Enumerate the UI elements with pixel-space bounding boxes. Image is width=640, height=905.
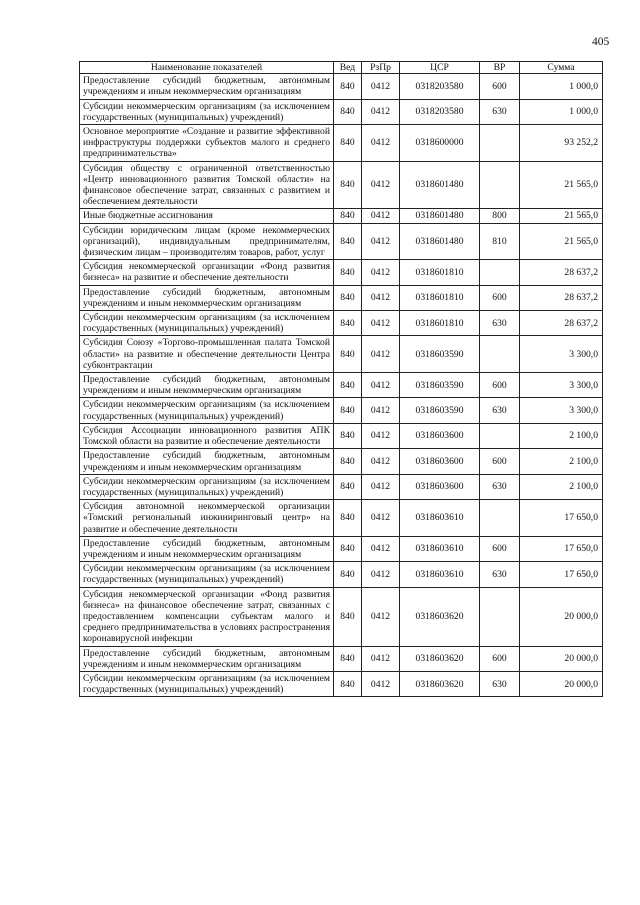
- row-vr-cell: [480, 423, 520, 448]
- row-rzpr-cell: 0412: [362, 74, 400, 99]
- row-vr-cell: 630: [480, 398, 520, 423]
- row-ved-cell: 840: [334, 423, 362, 448]
- row-sum-cell: 3 300,0: [520, 398, 603, 423]
- row-name-cell: Субсидия Союзу «Торгово-промышленная палата Томской области» на развитие и обеспечение деятельности Центра субконтрактации: [80, 336, 334, 373]
- row-csr-cell: 0318600000: [400, 125, 480, 162]
- row-name-cell: Субсидия автономной некоммерческой организации «Томский региональный инжиниринговый центр» на развитие и обеспечение деятельности: [80, 500, 334, 537]
- row-ved-cell: 840: [334, 74, 362, 99]
- table-row: [80, 587, 603, 646]
- row-vr-cell: [480, 336, 520, 373]
- row-vr-cell: 630: [480, 99, 520, 124]
- row-csr-cell: 0318601480: [400, 161, 480, 209]
- row-name-cell: Предоставление субсидий бюджетным, автономным учреждениям и иным некоммерческим организациям: [80, 285, 334, 310]
- row-rzpr-cell: 0412: [362, 423, 400, 448]
- row-sum-cell: 17 650,0: [520, 562, 603, 587]
- row-csr-cell: 0318603610: [400, 536, 480, 561]
- table-row: [80, 260, 603, 285]
- row-ved-cell: 840: [334, 285, 362, 310]
- row-ved-cell: 840: [334, 311, 362, 336]
- table-row: [80, 336, 603, 373]
- row-sum-cell: 3 300,0: [520, 336, 603, 373]
- row-ved-cell: 840: [334, 260, 362, 285]
- row-vr-cell: 630: [480, 474, 520, 499]
- row-csr-cell: 0318601810: [400, 285, 480, 310]
- row-csr-cell: 0318601810: [400, 260, 480, 285]
- table-row: [80, 373, 603, 398]
- row-rzpr-cell: 0412: [362, 398, 400, 423]
- row-ved-cell: 840: [334, 398, 362, 423]
- row-sum-cell: 21 565,0: [520, 223, 603, 260]
- row-csr-cell: 0318601810: [400, 311, 480, 336]
- row-name-cell: Субсидии некоммерческим организациям (за исключением государственных (муниципальных) учреждений): [80, 398, 334, 423]
- table-row: [80, 646, 603, 671]
- row-vr-cell: 600: [480, 646, 520, 671]
- row-csr-cell: 0318603590: [400, 336, 480, 373]
- table-row: [80, 285, 603, 310]
- row-vr-cell: 800: [480, 209, 520, 223]
- row-name-cell: Иные бюджетные ассигнования: [80, 209, 334, 223]
- row-csr-cell: 0318603590: [400, 373, 480, 398]
- row-vr-cell: 630: [480, 311, 520, 336]
- row-sum-cell: 21 565,0: [520, 161, 603, 209]
- table-row: [80, 536, 603, 561]
- row-sum-cell: 20 000,0: [520, 587, 603, 646]
- row-ved-cell: 840: [334, 209, 362, 223]
- table-row: [80, 209, 603, 223]
- row-ved-cell: 840: [334, 500, 362, 537]
- row-name-cell: Субсидии некоммерческим организациям (за исключением государственных (муниципальных) учреждений): [80, 671, 334, 696]
- table-row: [80, 449, 603, 474]
- row-rzpr-cell: 0412: [362, 646, 400, 671]
- row-csr-cell: 0318601480: [400, 209, 480, 223]
- row-ved-cell: 840: [334, 125, 362, 162]
- table-header-row: [80, 62, 603, 74]
- row-csr-cell: 0318603610: [400, 562, 480, 587]
- row-name-cell: Субсидии некоммерческим организациям (за исключением государственных (муниципальных) учреждений): [80, 99, 334, 124]
- row-sum-cell: 20 000,0: [520, 646, 603, 671]
- row-name-cell: Субсидия Ассоциации инновационного развития АПК Томской области на развитие и обеспечение деятельности: [80, 423, 334, 448]
- row-vr-cell: [480, 260, 520, 285]
- row-vr-cell: 600: [480, 285, 520, 310]
- row-csr-cell: 0318603590: [400, 398, 480, 423]
- row-csr-cell: 0318603600: [400, 423, 480, 448]
- row-sum-cell: 17 650,0: [520, 536, 603, 561]
- row-rzpr-cell: 0412: [362, 587, 400, 646]
- row-ved-cell: 840: [334, 336, 362, 373]
- row-ved-cell: 840: [334, 449, 362, 474]
- row-rzpr-cell: 0412: [362, 223, 400, 260]
- row-sum-cell: 28 637,2: [520, 285, 603, 310]
- row-name-cell: Основное мероприятие «Создание и развитие эффективной инфраструктуры поддержки субъектов малого и среднего предпринимательства»: [80, 125, 334, 162]
- row-rzpr-cell: 0412: [362, 260, 400, 285]
- row-csr-cell: 0318603600: [400, 474, 480, 499]
- row-sum-cell: 28 637,2: [520, 260, 603, 285]
- row-rzpr-cell: 0412: [362, 336, 400, 373]
- row-name-cell: Субсидия некоммерческой организации «Фонд развития бизнеса» на финансовое обеспечение затрат, связанных с предоставлением компенсации субъектам малого и среднего предпринимательства в условиях распространения коронавирусной инфекции: [80, 587, 334, 646]
- row-rzpr-cell: 0412: [362, 373, 400, 398]
- row-name-cell: Субсидии некоммерческим организациям (за исключением государственных (муниципальных) учреждений): [80, 311, 334, 336]
- row-vr-cell: 630: [480, 562, 520, 587]
- row-sum-cell: 1 000,0: [520, 99, 603, 124]
- row-rzpr-cell: 0412: [362, 449, 400, 474]
- row-sum-cell: 21 565,0: [520, 209, 603, 223]
- row-name-cell: Предоставление субсидий бюджетным, автономным учреждениям и иным некоммерческим организациям: [80, 373, 334, 398]
- row-sum-cell: 2 100,0: [520, 423, 603, 448]
- row-vr-cell: [480, 587, 520, 646]
- row-csr-cell: 0318203580: [400, 74, 480, 99]
- table-row: [80, 125, 603, 162]
- row-rzpr-cell: 0412: [362, 209, 400, 223]
- row-csr-cell: 0318603600: [400, 449, 480, 474]
- table-row: [80, 500, 603, 537]
- row-sum-cell: 1 000,0: [520, 74, 603, 99]
- row-sum-cell: 2 100,0: [520, 474, 603, 499]
- row-vr-cell: [480, 500, 520, 537]
- header-ved: Вед: [334, 62, 362, 74]
- row-sum-cell: 20 000,0: [520, 671, 603, 696]
- row-ved-cell: 840: [334, 373, 362, 398]
- page-number: 405: [592, 36, 610, 48]
- header-name: Наименование показателей: [80, 62, 334, 74]
- row-name-cell: Субсидии юридическим лицам (кроме некоммерческих организаций), индивидуальным предпринимателям, физическим лицам – производителям товаров, работ, услуг: [80, 223, 334, 260]
- table-row: [80, 74, 603, 99]
- row-ved-cell: 840: [334, 646, 362, 671]
- header-rzpr: РзПр: [362, 62, 400, 74]
- table-row: [80, 423, 603, 448]
- row-vr-cell: 600: [480, 74, 520, 99]
- row-ved-cell: 840: [334, 587, 362, 646]
- row-ved-cell: 840: [334, 536, 362, 561]
- row-sum-cell: 2 100,0: [520, 449, 603, 474]
- row-rzpr-cell: 0412: [362, 99, 400, 124]
- row-ved-cell: 840: [334, 99, 362, 124]
- row-name-cell: Предоставление субсидий бюджетным, автономным учреждениям и иным некоммерческим организациям: [80, 449, 334, 474]
- table-row: [80, 562, 603, 587]
- row-sum-cell: 28 637,2: [520, 311, 603, 336]
- budget-table: [79, 61, 603, 697]
- row-name-cell: Субсидия некоммерческой организации «Фонд развития бизнеса» на развитие и обеспечение деятельности: [80, 260, 334, 285]
- table-row: [80, 161, 603, 209]
- row-ved-cell: 840: [334, 671, 362, 696]
- header-csr: ЦСР: [400, 62, 480, 74]
- row-ved-cell: 840: [334, 474, 362, 499]
- row-rzpr-cell: 0412: [362, 161, 400, 209]
- header-vr: ВР: [480, 62, 520, 74]
- header-sum: Сумма: [520, 62, 603, 74]
- row-vr-cell: 630: [480, 671, 520, 696]
- row-ved-cell: 840: [334, 562, 362, 587]
- table-row: [80, 474, 603, 499]
- row-rzpr-cell: 0412: [362, 562, 400, 587]
- row-csr-cell: 0318203580: [400, 99, 480, 124]
- row-rzpr-cell: 0412: [362, 671, 400, 696]
- row-name-cell: Субсидии некоммерческим организациям (за исключением государственных (муниципальных) учреждений): [80, 562, 334, 587]
- row-csr-cell: 0318603620: [400, 671, 480, 696]
- row-vr-cell: 600: [480, 373, 520, 398]
- row-ved-cell: 840: [334, 161, 362, 209]
- row-vr-cell: 600: [480, 536, 520, 561]
- table-row: [80, 311, 603, 336]
- row-rzpr-cell: 0412: [362, 500, 400, 537]
- row-sum-cell: 17 650,0: [520, 500, 603, 537]
- row-csr-cell: 0318603620: [400, 587, 480, 646]
- row-sum-cell: 3 300,0: [520, 373, 603, 398]
- row-vr-cell: 600: [480, 449, 520, 474]
- row-name-cell: Предоставление субсидий бюджетным, автономным учреждениям и иным некоммерческим организациям: [80, 536, 334, 561]
- row-ved-cell: 840: [334, 223, 362, 260]
- row-rzpr-cell: 0412: [362, 125, 400, 162]
- table-row: [80, 99, 603, 124]
- row-vr-cell: [480, 125, 520, 162]
- row-csr-cell: 0318603610: [400, 500, 480, 537]
- row-rzpr-cell: 0412: [362, 311, 400, 336]
- row-rzpr-cell: 0412: [362, 285, 400, 310]
- row-name-cell: Субсидия обществу с ограниченной ответственностью «Центр инновационного развития Томской области» на финансовое обеспечение затрат, связанных с развитием и обеспечением деятельности: [80, 161, 334, 209]
- row-vr-cell: [480, 161, 520, 209]
- row-rzpr-cell: 0412: [362, 474, 400, 499]
- row-csr-cell: 0318601480: [400, 223, 480, 260]
- row-vr-cell: 810: [480, 223, 520, 260]
- table-row: [80, 223, 603, 260]
- row-sum-cell: 93 252,2: [520, 125, 603, 162]
- row-rzpr-cell: 0412: [362, 536, 400, 561]
- table-row: [80, 671, 603, 696]
- table-row: [80, 398, 603, 423]
- row-csr-cell: 0318603620: [400, 646, 480, 671]
- row-name-cell: Субсидии некоммерческим организациям (за исключением государственных (муниципальных) учреждений): [80, 474, 334, 499]
- row-name-cell: Предоставление субсидий бюджетным, автономным учреждениям и иным некоммерческим организациям: [80, 646, 334, 671]
- row-name-cell: Предоставление субсидий бюджетным, автономным учреждениям и иным некоммерческим организациям: [80, 74, 334, 99]
